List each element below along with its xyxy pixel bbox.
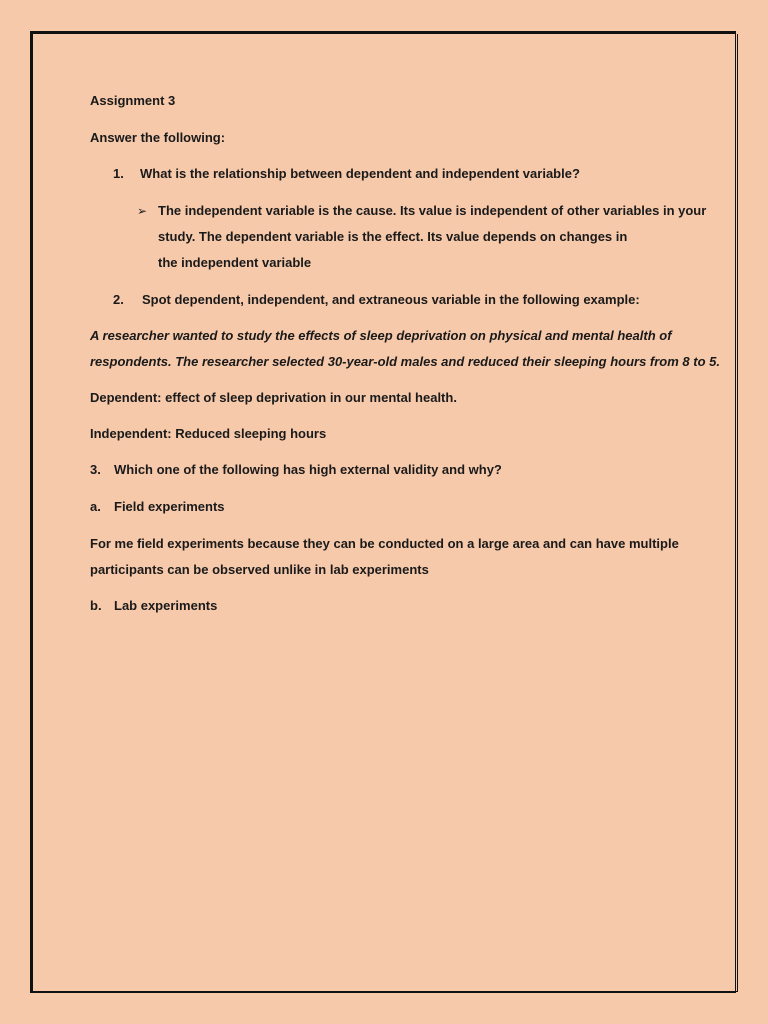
arrow-bullet-icon: ➢ xyxy=(137,204,148,218)
q3-answer-line-1: For me field experiments because they can be conducted on a large area and can have multiple xyxy=(90,536,679,551)
q3-option-a-marker: a. xyxy=(90,499,101,514)
instruction: Answer the following: xyxy=(90,130,226,145)
q2-example-line-1: A researcher wanted to study the effects of sleep deprivation on physical and mental health of xyxy=(90,328,672,343)
q3-text: Which one of the following has high external validity and why? xyxy=(114,462,502,477)
q2-dependent-answer: Dependent: effect of sleep deprivation in our mental health. xyxy=(90,390,457,405)
document-title: Assignment 3 xyxy=(90,93,176,108)
q2-text: Spot dependent, independent, and extraneous variable in the following example: xyxy=(142,292,640,307)
q2-example-line-2: respondents. The researcher selected 30-year-old males and reduced their sleeping hours from 8 to 5. xyxy=(90,354,720,369)
q3-number: 3. xyxy=(90,462,101,477)
q1-answer-line-2: study. The dependent variable is the effect. Its value depends on changes in xyxy=(158,229,628,244)
q3-option-b-marker: b. xyxy=(90,598,102,613)
q1-number: 1. xyxy=(113,166,124,181)
q3-option-a: Field experiments xyxy=(114,499,225,514)
q1-text: What is the relationship between dependent and independent variable? xyxy=(140,166,580,181)
q2-number: 2. xyxy=(113,292,124,307)
q3-option-b: Lab experiments xyxy=(114,598,218,613)
q2-independent-answer: Independent: Reduced sleeping hours xyxy=(90,426,327,441)
q3-answer-line-2: participants can be observed unlike in lab experiments xyxy=(90,562,429,577)
q1-answer-line-1: The independent variable is the cause. Its value is independent of other variables in your xyxy=(158,203,707,218)
q1-answer-line-3: the independent variable xyxy=(158,255,312,270)
